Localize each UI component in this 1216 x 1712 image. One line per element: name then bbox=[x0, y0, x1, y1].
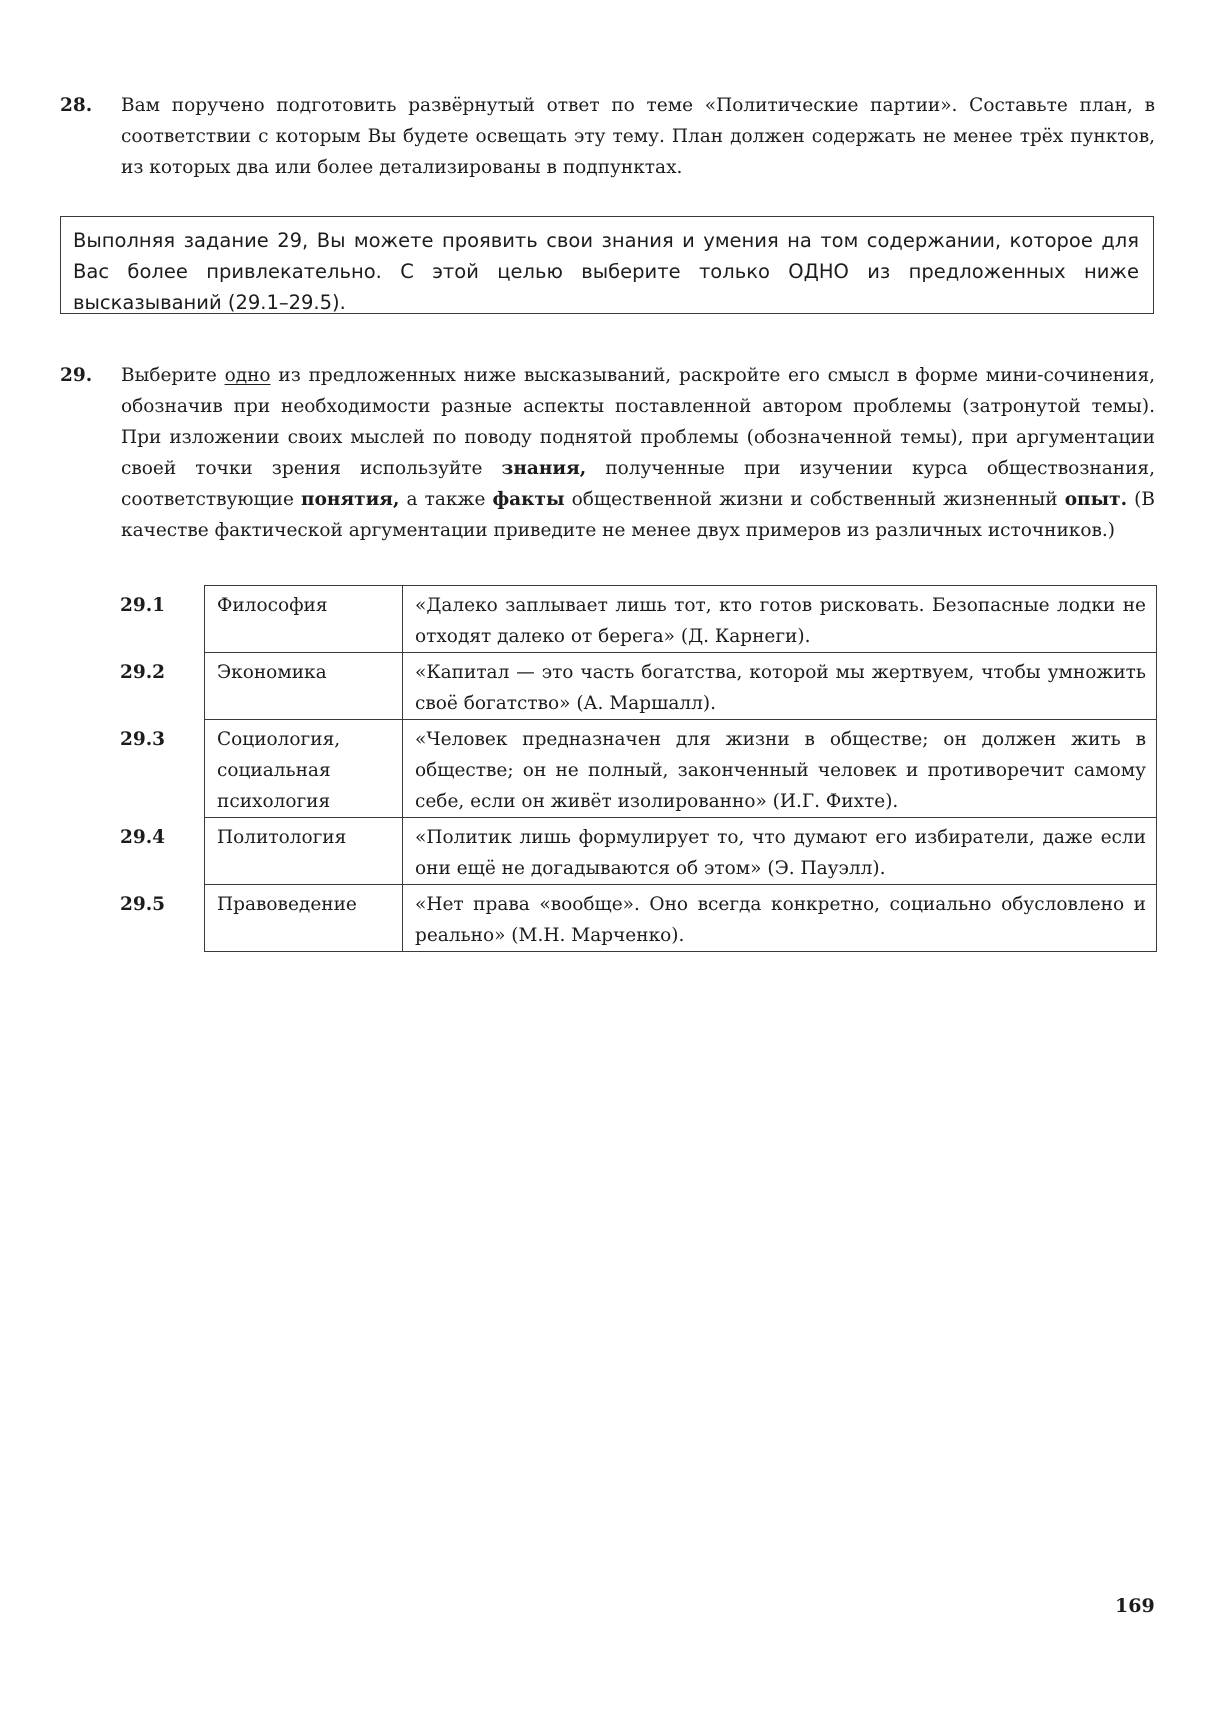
variant-quote: «Далеко заплывает лишь тот, кто готов рисковать. Безопасные лодки не отходят далеко от берега» (Д. Карнеги). bbox=[403, 586, 1157, 653]
variant-number: 29.1 bbox=[120, 594, 166, 616]
variant-topic: Философия bbox=[205, 586, 403, 653]
table-row bbox=[120, 586, 1157, 653]
table-row bbox=[120, 653, 1157, 720]
instruction-box: Выполняя задание 29, Вы можете проявить свои знания и умения на том содержании, которое для Вас более привлекательно. С этой целью выберите только ОДНО из предложенных ниже высказываний (29.1–29.5). bbox=[60, 216, 1154, 314]
statements-table bbox=[120, 585, 1157, 952]
variant-quote: «Капитал — это часть богатства, которой мы жертвуем, чтобы умножить своё богатство» (А. Маршалл). bbox=[403, 653, 1157, 720]
task-number: 28. bbox=[60, 95, 93, 116]
variant-number: 29.2 bbox=[120, 661, 166, 683]
task-text: Выберите одно из предложенных ниже высказываний, раскройте его смысл в форме мини-сочинения, обозначив при необходимости разные аспекты поставленной автором проблемы (затронутой темы). При изложении своих мыслей по поводу поднятой проблемы (обозначенной темы), при аргументации своей точки зрения используйте знания, полученные при изучении курса обществознания, соответствующие понятия, а также факты общественной жизни и собственный жизненный опыт. (В качестве фактической аргументации приведите не менее двух примеров из различных источников.) bbox=[121, 365, 1155, 541]
table-row bbox=[120, 720, 1157, 818]
page-number: 169 bbox=[1115, 1595, 1155, 1617]
task-28 bbox=[60, 90, 1155, 183]
variant-topic: Социология, социальная психология bbox=[205, 720, 403, 818]
task-29 bbox=[60, 360, 1155, 546]
variant-quote: «Политик лишь формулирует то, что думают его избиратели, даже если они ещё не догадываются об этом» (Э. Пауэлл). bbox=[403, 818, 1157, 885]
variant-number: 29.4 bbox=[120, 826, 166, 848]
variant-number: 29.3 bbox=[120, 728, 166, 750]
task-text: Вам поручено подготовить развёрнутый ответ по теме «Политические партии». Составьте план, в соответствии с которым Вы будете освещать эту тему. План должен содержать не менее трёх пунктов, из которых два или более детализированы в подпунктах. bbox=[121, 95, 1155, 178]
variant-quote: «Человек предназначен для жизни в обществе; он должен жить в обществе; он не полный, законченный человек и противоречит самому себе, если он живёт изолированно» (И.Г. Фихте). bbox=[403, 720, 1157, 818]
variant-topic: Экономика bbox=[205, 653, 403, 720]
variant-topic: Политология bbox=[205, 818, 403, 885]
table-row bbox=[120, 818, 1157, 885]
emphasis-one: одно bbox=[224, 365, 271, 386]
variant-number: 29.5 bbox=[120, 893, 166, 915]
task-number: 29. bbox=[60, 365, 93, 386]
variant-topic: Правоведение bbox=[205, 885, 403, 952]
table-row bbox=[120, 885, 1157, 952]
variant-quote: «Нет права «вообще». Оно всегда конкретно, социально обусловлено и реально» (М.Н. Марченко). bbox=[403, 885, 1157, 952]
